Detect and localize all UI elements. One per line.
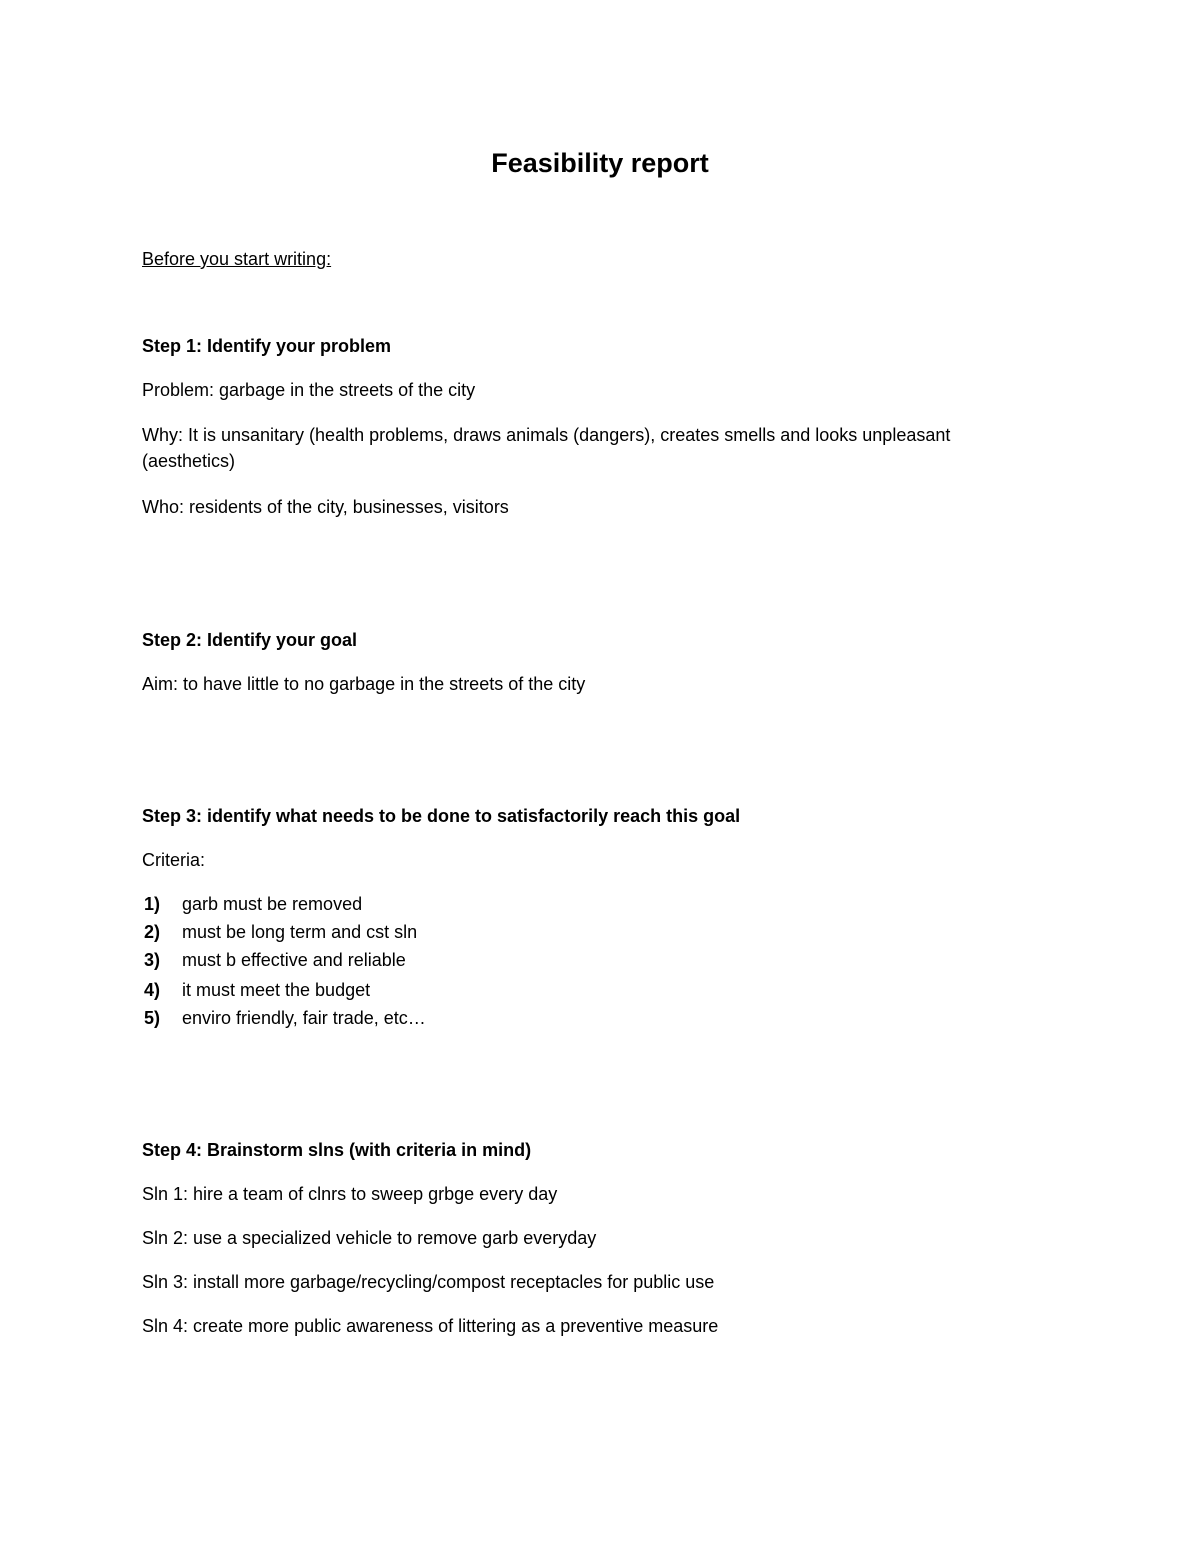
step1-why: Why: It is unsanitary (health problems, draws animals (dangers), creates smells and looks unpleasant (aesthetics) <box>142 425 951 471</box>
step3-heading: Step 3: identify what needs to be done to satisfactorily reach this goal <box>142 806 741 826</box>
list-item <box>144 1005 426 1031</box>
solution-item: Sln 1: hire a team of clnrs to sweep grbge every day <box>142 1184 558 1204</box>
step2-aim: Aim: to have little to no garbage in the streets of the city <box>142 674 586 694</box>
list-item <box>144 947 406 973</box>
step1-problem: Problem: garbage in the streets of the city <box>142 380 476 400</box>
list-text: must be long term and cst sln <box>182 922 418 942</box>
intro-heading: Before you start writing: <box>142 249 332 269</box>
solution-item: Sln 3: install more garbage/recycling/compost receptacles for public use <box>142 1272 715 1292</box>
list-text: it must meet the budget <box>182 980 371 1000</box>
solution-item: Sln 4: create more public awareness of littering as a preventive measure <box>142 1316 719 1336</box>
list-number: 2) <box>144 922 161 942</box>
list-item <box>144 977 370 1003</box>
list-number: 5) <box>144 1008 161 1028</box>
list-number: 3) <box>144 950 161 970</box>
criteria-label: Criteria: <box>142 850 206 870</box>
list-text: must b effective and reliable <box>182 950 406 970</box>
solution-item: Sln 2: use a specialized vehicle to remove garb everyday <box>142 1228 597 1248</box>
list-number: 4) <box>144 980 161 1000</box>
step1-who: Who: residents of the city, businesses, visitors <box>142 497 509 517</box>
list-text: enviro friendly, fair trade, etc… <box>182 1008 426 1028</box>
list-text: garb must be removed <box>182 894 363 914</box>
list-item <box>144 891 362 917</box>
step4-heading: Step 4: Brainstorm slns (with criteria in mind) <box>142 1140 532 1160</box>
step1-heading: Step 1: Identify your problem <box>142 336 392 356</box>
step2-heading: Step 2: Identify your goal <box>142 630 358 650</box>
document-title: Feasibility report <box>491 148 709 178</box>
list-item <box>144 919 417 945</box>
list-number: 1) <box>144 894 161 914</box>
